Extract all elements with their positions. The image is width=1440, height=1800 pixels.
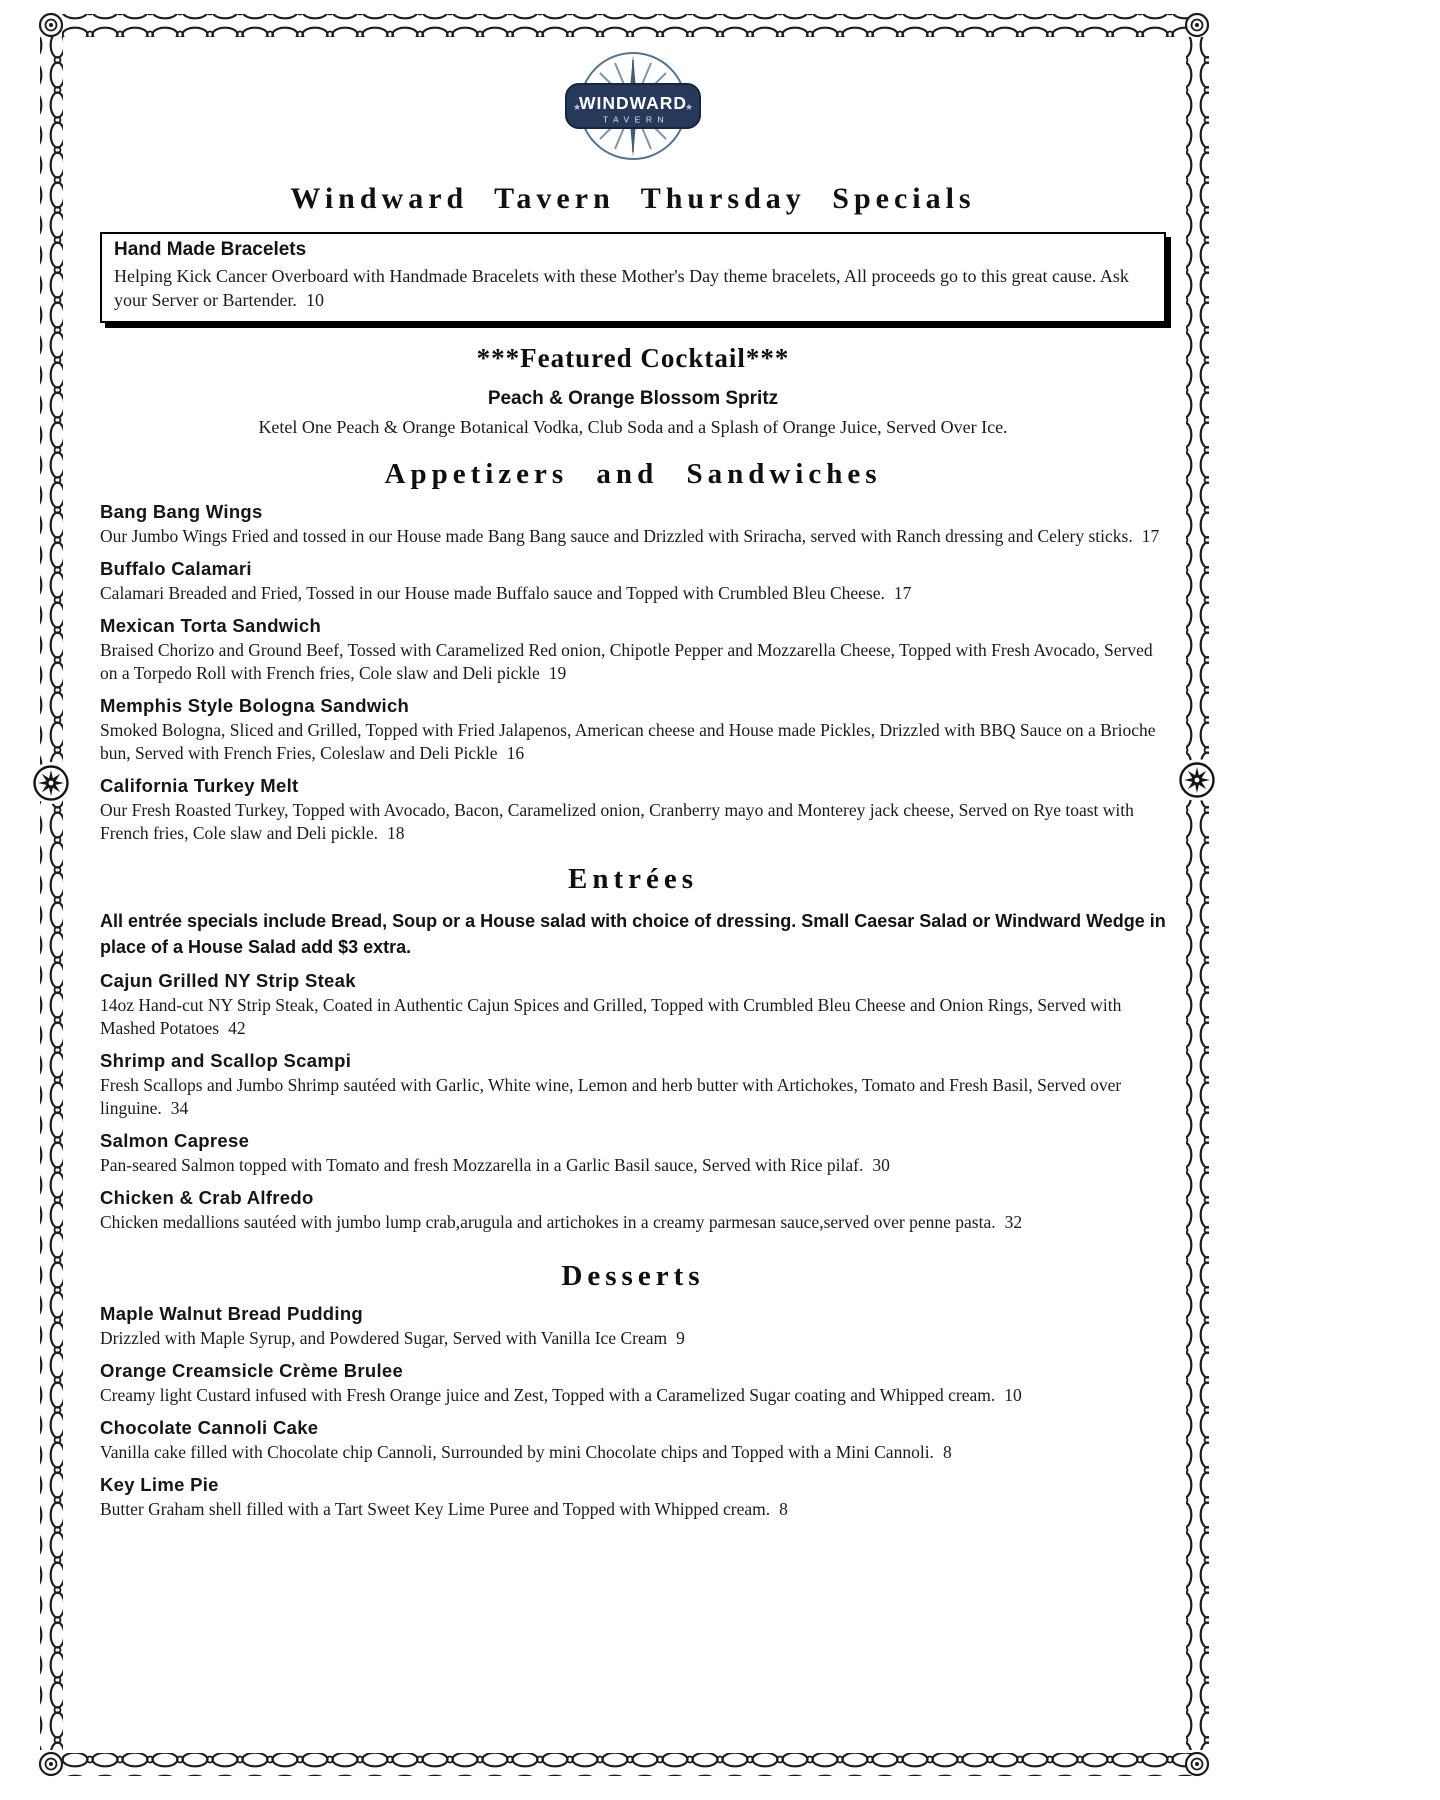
menu-item-description xyxy=(100,994,1166,1040)
menu-item xyxy=(100,1188,1166,1234)
compass-medallion-icon xyxy=(30,762,72,804)
item-price: 30 xyxy=(872,1155,890,1175)
menu-item-name: Chicken & Crab Alfredo xyxy=(100,1187,314,1208)
menu-item xyxy=(100,616,1166,685)
promo-title: Hand Made Bracelets xyxy=(114,239,307,260)
item-desc-text: Our Jumbo Wings Fried and tossed in our House made Bang Bang sauce and Drizzled with Sriracha, served with Ranch dressing and Celery sticks. xyxy=(100,526,1133,546)
menu-item-description xyxy=(100,799,1166,845)
menu-item xyxy=(100,696,1166,765)
menu-item-description xyxy=(100,1211,1166,1234)
item-desc-text: 14oz Hand-cut NY Strip Steak, Coated in Authentic Cajun Spices and Grilled, Topped with Crumbled Bleu Cheese and Onion Rings, Served with Mashed Potatoes xyxy=(100,995,1122,1038)
entrees-note: All entrée specials include Bread, Soup or a House salad with choice of dressing. Small Caesar Salad or Windward Wedge in place of a House Salad add $3 extra. xyxy=(100,911,1166,957)
menu-item xyxy=(100,776,1166,845)
item-price: 34 xyxy=(170,1098,189,1118)
menu-item-description xyxy=(100,719,1166,765)
corner-knot-icon xyxy=(1186,1753,1208,1775)
item-price: 17 xyxy=(1141,526,1160,546)
section-header: Entrées xyxy=(567,863,699,895)
compass-logo-icon xyxy=(548,48,718,166)
menu-item-name: Memphis Style Bologna Sandwich xyxy=(100,695,410,716)
menu-item xyxy=(100,971,1166,1040)
menu-item-description xyxy=(100,582,1166,605)
item-price: 32 xyxy=(1004,1212,1023,1232)
item-desc-text: Fresh Scallops and Jumbo Shrimp sautéed with Garlic, White wine, Lemon and herb butter with Artichokes, Tomato and Fresh Basil, Served over linguine. xyxy=(100,1075,1122,1118)
item-desc-text: Calamari Breaded and Fried, Tossed in our House made Buffalo sauce and Topped with Crumbled Bleu Cheese. xyxy=(100,583,885,603)
compass-medallion-icon xyxy=(1176,759,1218,801)
item-price: 8 xyxy=(942,1442,952,1462)
promo-text-body: Helping Kick Cancer Overboard with Handmade Bracelets with these Mother's Day theme bracelets, All proceeds go to this great cause. Ask your Server or Bartender. xyxy=(114,266,1129,310)
windward-tavern-logo xyxy=(548,48,718,166)
menu-item xyxy=(100,1418,1166,1464)
menu-item-name: Salmon Caprese xyxy=(100,1130,250,1151)
menu-item-name: Buffalo Calamari xyxy=(100,558,252,579)
menu-item-name: Orange Creamsicle Crème Brulee xyxy=(100,1360,404,1381)
item-price: 16 xyxy=(506,743,525,763)
menu-item xyxy=(100,1051,1166,1120)
menu-item xyxy=(100,1131,1166,1177)
menu-item xyxy=(100,559,1166,605)
menu-item xyxy=(100,1304,1166,1350)
menu-item-description xyxy=(100,1154,1166,1177)
section-desserts xyxy=(100,1260,1166,1521)
menu-item xyxy=(100,1361,1166,1407)
menu-item-name: Cajun Grilled NY Strip Steak xyxy=(100,970,356,991)
item-desc-text: Chicken medallions sautéed with jumbo lump crab,arugula and artichokes in a creamy parmesan sauce,served over penne pasta. xyxy=(100,1212,996,1232)
menu-item-description xyxy=(100,1384,1166,1407)
menu-item-description xyxy=(100,1327,1166,1350)
menu-item-name: Maple Walnut Bread Pudding xyxy=(100,1303,364,1324)
logo-text-line1: WINDWARD xyxy=(578,93,688,113)
item-desc-text: Our Fresh Roasted Turkey, Topped with Avocado, Bacon, Caramelized onion, Cranberry mayo and Monterey jack cheese, Served on Rye toast with French fries, Cole slaw and Deli pickle. xyxy=(100,800,1134,843)
promo-text xyxy=(114,264,1152,312)
section-header: Appetizers and Sandwiches xyxy=(384,458,882,490)
menu-item xyxy=(100,502,1166,548)
logo-text-line2: TAVERN xyxy=(602,114,670,125)
page-title: Windward Tavern Thursday Specials xyxy=(290,182,976,215)
corner-knot-icon xyxy=(40,14,62,36)
item-price: 18 xyxy=(386,823,405,843)
menu-item-name: Shrimp and Scallop Scampi xyxy=(100,1050,352,1071)
item-price: 17 xyxy=(893,583,912,603)
item-desc-text: Creamy light Custard infused with Fresh Orange juice and Zest, Topped with a Caramelized Sugar coating and Whipped cream. xyxy=(100,1385,996,1405)
section-appetizers-and-sandwiches xyxy=(100,458,1166,845)
item-price: 8 xyxy=(779,1499,788,1519)
menu-item-name: California Turkey Melt xyxy=(100,775,299,796)
item-desc-text: Vanilla cake filled with Chocolate chip Cannoli, Surrounded by mini Chocolate chips and Topped with a Mini Cannoli. xyxy=(100,1442,934,1462)
menu-item-name: Chocolate Cannoli Cake xyxy=(100,1417,319,1438)
item-desc-text: Drizzled with Maple Syrup, and Powdered Sugar, Served with Vanilla Ice Cream xyxy=(100,1328,668,1348)
promo-box xyxy=(100,232,1166,323)
featured-cocktail-header: ***Featured Cocktail*** xyxy=(476,343,790,373)
menu-item-name: Bang Bang Wings xyxy=(100,501,263,522)
section-entrees xyxy=(100,863,1166,1234)
section-header: Desserts xyxy=(561,1260,705,1292)
featured-cocktail-name: Peach & Orange Blossom Spritz xyxy=(487,388,779,409)
item-price: 10 xyxy=(1004,1385,1022,1405)
item-desc-text: Braised Chorizo and Ground Beef, Tossed with Caramelized Red onion, Chipotle Pepper and Mozzarella Cheese, Topped with Fresh Avocado, Served on a Torpedo Roll with French fries, Cole slaw and Deli pickle xyxy=(100,640,1153,683)
menu-item-name: Mexican Torta Sandwich xyxy=(100,615,322,636)
item-desc-text: Smoked Bologna, Sliced and Grilled, Topped with Fried Jalapenos, American cheese and House made Pickles, Drizzled with BBQ Sauce on a Brioche bun, Served with French Fries, Coleslaw and Deli Pickle xyxy=(100,720,1156,763)
star-icon: ★ xyxy=(572,102,582,112)
featured-cocktail-description: Ketel One Peach & Orange Botanical Vodka, Club Soda and a Splash of Orange Juice, Served Over Ice. xyxy=(258,417,1008,437)
item-price: 19 xyxy=(548,663,567,683)
menu-item-description xyxy=(100,1441,1166,1464)
item-price: 42 xyxy=(228,1018,246,1038)
menu-item-name: Key Lime Pie xyxy=(100,1474,219,1495)
menu-item-description xyxy=(100,1498,1166,1521)
star-icon: ★ xyxy=(684,102,694,112)
menu-page xyxy=(100,0,1166,1521)
menu-item-description xyxy=(100,639,1166,685)
item-desc-text: Butter Graham shell filled with a Tart Sweet Key Lime Puree and Topped with Whipped cream. xyxy=(100,1499,771,1519)
promo-price: 10 xyxy=(305,290,324,310)
corner-knot-icon xyxy=(40,1753,62,1775)
corner-knot-icon xyxy=(1186,14,1208,36)
menu-item-description xyxy=(100,1074,1166,1120)
item-price: 9 xyxy=(676,1328,685,1348)
menu-item xyxy=(100,1475,1166,1521)
item-desc-text: Pan-seared Salmon topped with Tomato and fresh Mozzarella in a Garlic Basil sauce, Served with Rice pilaf. xyxy=(100,1155,864,1175)
menu-item-description xyxy=(100,525,1166,548)
